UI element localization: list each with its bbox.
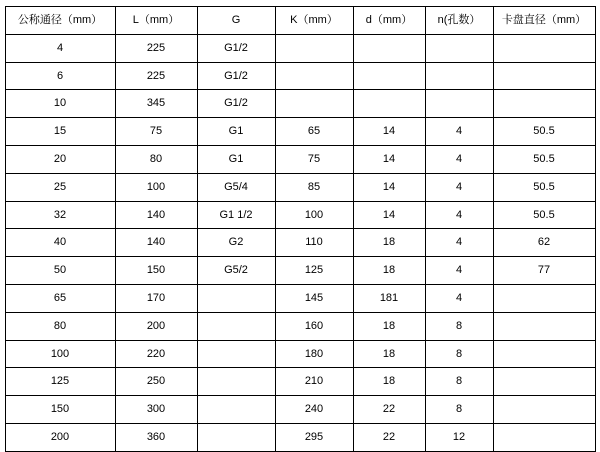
cell-flange-diameter: 50.5: [493, 118, 595, 146]
cell-flange-diameter: 50.5: [493, 145, 595, 173]
cell-flange-diameter: [493, 340, 595, 368]
cell-d: 14: [353, 173, 425, 201]
column-header-length: L（mm）: [115, 7, 197, 35]
cell-length: 170: [115, 284, 197, 312]
table-row: [5, 257, 595, 285]
cell-nominal-diameter: 4: [5, 34, 115, 62]
table-row: [5, 118, 595, 146]
cell-length: 75: [115, 118, 197, 146]
table-row: [5, 229, 595, 257]
cell-nominal-diameter: 200: [5, 423, 115, 451]
cell-length: 80: [115, 145, 197, 173]
cell-d: 18: [353, 368, 425, 396]
cell-flange-diameter: [493, 90, 595, 118]
cell-flange-diameter: [493, 62, 595, 90]
cell-k: 180: [275, 340, 353, 368]
column-header-thread: G: [197, 7, 275, 35]
cell-length: 200: [115, 312, 197, 340]
cell-nominal-diameter: 100: [5, 340, 115, 368]
cell-nominal-diameter: 6: [5, 62, 115, 90]
cell-length: 140: [115, 201, 197, 229]
cell-d: [353, 62, 425, 90]
cell-k: 295: [275, 423, 353, 451]
column-header-k: K（mm）: [275, 7, 353, 35]
cell-hole-count: 8: [425, 340, 493, 368]
table-header: [5, 7, 595, 35]
cell-nominal-diameter: 25: [5, 173, 115, 201]
cell-length: 345: [115, 90, 197, 118]
cell-d: 14: [353, 145, 425, 173]
column-header-flange-diameter: 卡盘直径（mm）: [493, 7, 595, 35]
table-row: [5, 312, 595, 340]
cell-k: 75: [275, 145, 353, 173]
cell-d: 18: [353, 257, 425, 285]
cell-thread: [197, 284, 275, 312]
cell-thread: G1/2: [197, 34, 275, 62]
cell-length: 250: [115, 368, 197, 396]
table-row: [5, 145, 595, 173]
cell-nominal-diameter: 32: [5, 201, 115, 229]
cell-k: 210: [275, 368, 353, 396]
cell-d: 14: [353, 118, 425, 146]
cell-d: [353, 34, 425, 62]
table-row: [5, 62, 595, 90]
cell-nominal-diameter: 20: [5, 145, 115, 173]
table-row: [5, 173, 595, 201]
cell-hole-count: 4: [425, 145, 493, 173]
cell-length: 100: [115, 173, 197, 201]
cell-thread: G1: [197, 118, 275, 146]
cell-hole-count: 4: [425, 173, 493, 201]
cell-k: 145: [275, 284, 353, 312]
cell-thread: G5/4: [197, 173, 275, 201]
cell-k: 160: [275, 312, 353, 340]
cell-thread: [197, 340, 275, 368]
cell-k: [275, 34, 353, 62]
cell-k: 85: [275, 173, 353, 201]
cell-length: 225: [115, 62, 197, 90]
cell-nominal-diameter: 80: [5, 312, 115, 340]
cell-nominal-diameter: 65: [5, 284, 115, 312]
table-header-row: [5, 7, 595, 35]
cell-flange-diameter: [493, 34, 595, 62]
table-row: [5, 90, 595, 118]
table-row: [5, 340, 595, 368]
table-row: [5, 284, 595, 312]
cell-d: 181: [353, 284, 425, 312]
cell-length: 220: [115, 340, 197, 368]
cell-hole-count: 4: [425, 118, 493, 146]
cell-length: 150: [115, 257, 197, 285]
cell-nominal-diameter: 50: [5, 257, 115, 285]
cell-k: [275, 62, 353, 90]
table-row: [5, 368, 595, 396]
cell-d: 22: [353, 423, 425, 451]
table-row: [5, 423, 595, 451]
cell-hole-count: [425, 34, 493, 62]
cell-nominal-diameter: 40: [5, 229, 115, 257]
cell-flange-diameter: [493, 312, 595, 340]
cell-thread: G2: [197, 229, 275, 257]
cell-k: [275, 90, 353, 118]
cell-d: 14: [353, 201, 425, 229]
cell-thread: G1 1/2: [197, 201, 275, 229]
cell-nominal-diameter: 15: [5, 118, 115, 146]
cell-k: 125: [275, 257, 353, 285]
cell-d: [353, 90, 425, 118]
cell-thread: G1/2: [197, 90, 275, 118]
cell-flange-diameter: 77: [493, 257, 595, 285]
cell-flange-diameter: [493, 284, 595, 312]
cell-hole-count: 4: [425, 229, 493, 257]
table-row: [5, 201, 595, 229]
cell-d: 18: [353, 312, 425, 340]
cell-flange-diameter: 50.5: [493, 173, 595, 201]
cell-k: 65: [275, 118, 353, 146]
cell-flange-diameter: [493, 368, 595, 396]
table-body: [5, 34, 595, 451]
cell-hole-count: 8: [425, 396, 493, 424]
cell-k: 240: [275, 396, 353, 424]
cell-hole-count: 4: [425, 201, 493, 229]
cell-d: 22: [353, 396, 425, 424]
cell-thread: [197, 312, 275, 340]
cell-nominal-diameter: 125: [5, 368, 115, 396]
cell-thread: G5/2: [197, 257, 275, 285]
column-header-d: d（mm）: [353, 7, 425, 35]
cell-flange-diameter: 62: [493, 229, 595, 257]
cell-flange-diameter: 50.5: [493, 201, 595, 229]
cell-d: 18: [353, 340, 425, 368]
column-header-hole-count: n(孔数）: [425, 7, 493, 35]
cell-hole-count: 8: [425, 368, 493, 396]
cell-hole-count: 8: [425, 312, 493, 340]
cell-hole-count: [425, 90, 493, 118]
cell-hole-count: 4: [425, 284, 493, 312]
cell-thread: G1/2: [197, 62, 275, 90]
cell-length: 360: [115, 423, 197, 451]
cell-flange-diameter: [493, 423, 595, 451]
cell-k: 110: [275, 229, 353, 257]
cell-thread: G1: [197, 145, 275, 173]
cell-thread: [197, 368, 275, 396]
cell-length: 300: [115, 396, 197, 424]
cell-nominal-diameter: 10: [5, 90, 115, 118]
specification-table: [5, 6, 596, 452]
cell-hole-count: 4: [425, 257, 493, 285]
cell-k: 100: [275, 201, 353, 229]
cell-d: 18: [353, 229, 425, 257]
cell-thread: [197, 423, 275, 451]
cell-nominal-diameter: 150: [5, 396, 115, 424]
cell-length: 225: [115, 34, 197, 62]
table-row: [5, 34, 595, 62]
cell-hole-count: 12: [425, 423, 493, 451]
cell-hole-count: [425, 62, 493, 90]
cell-length: 140: [115, 229, 197, 257]
column-header-nominal-diameter: 公称通径（mm）: [5, 7, 115, 35]
